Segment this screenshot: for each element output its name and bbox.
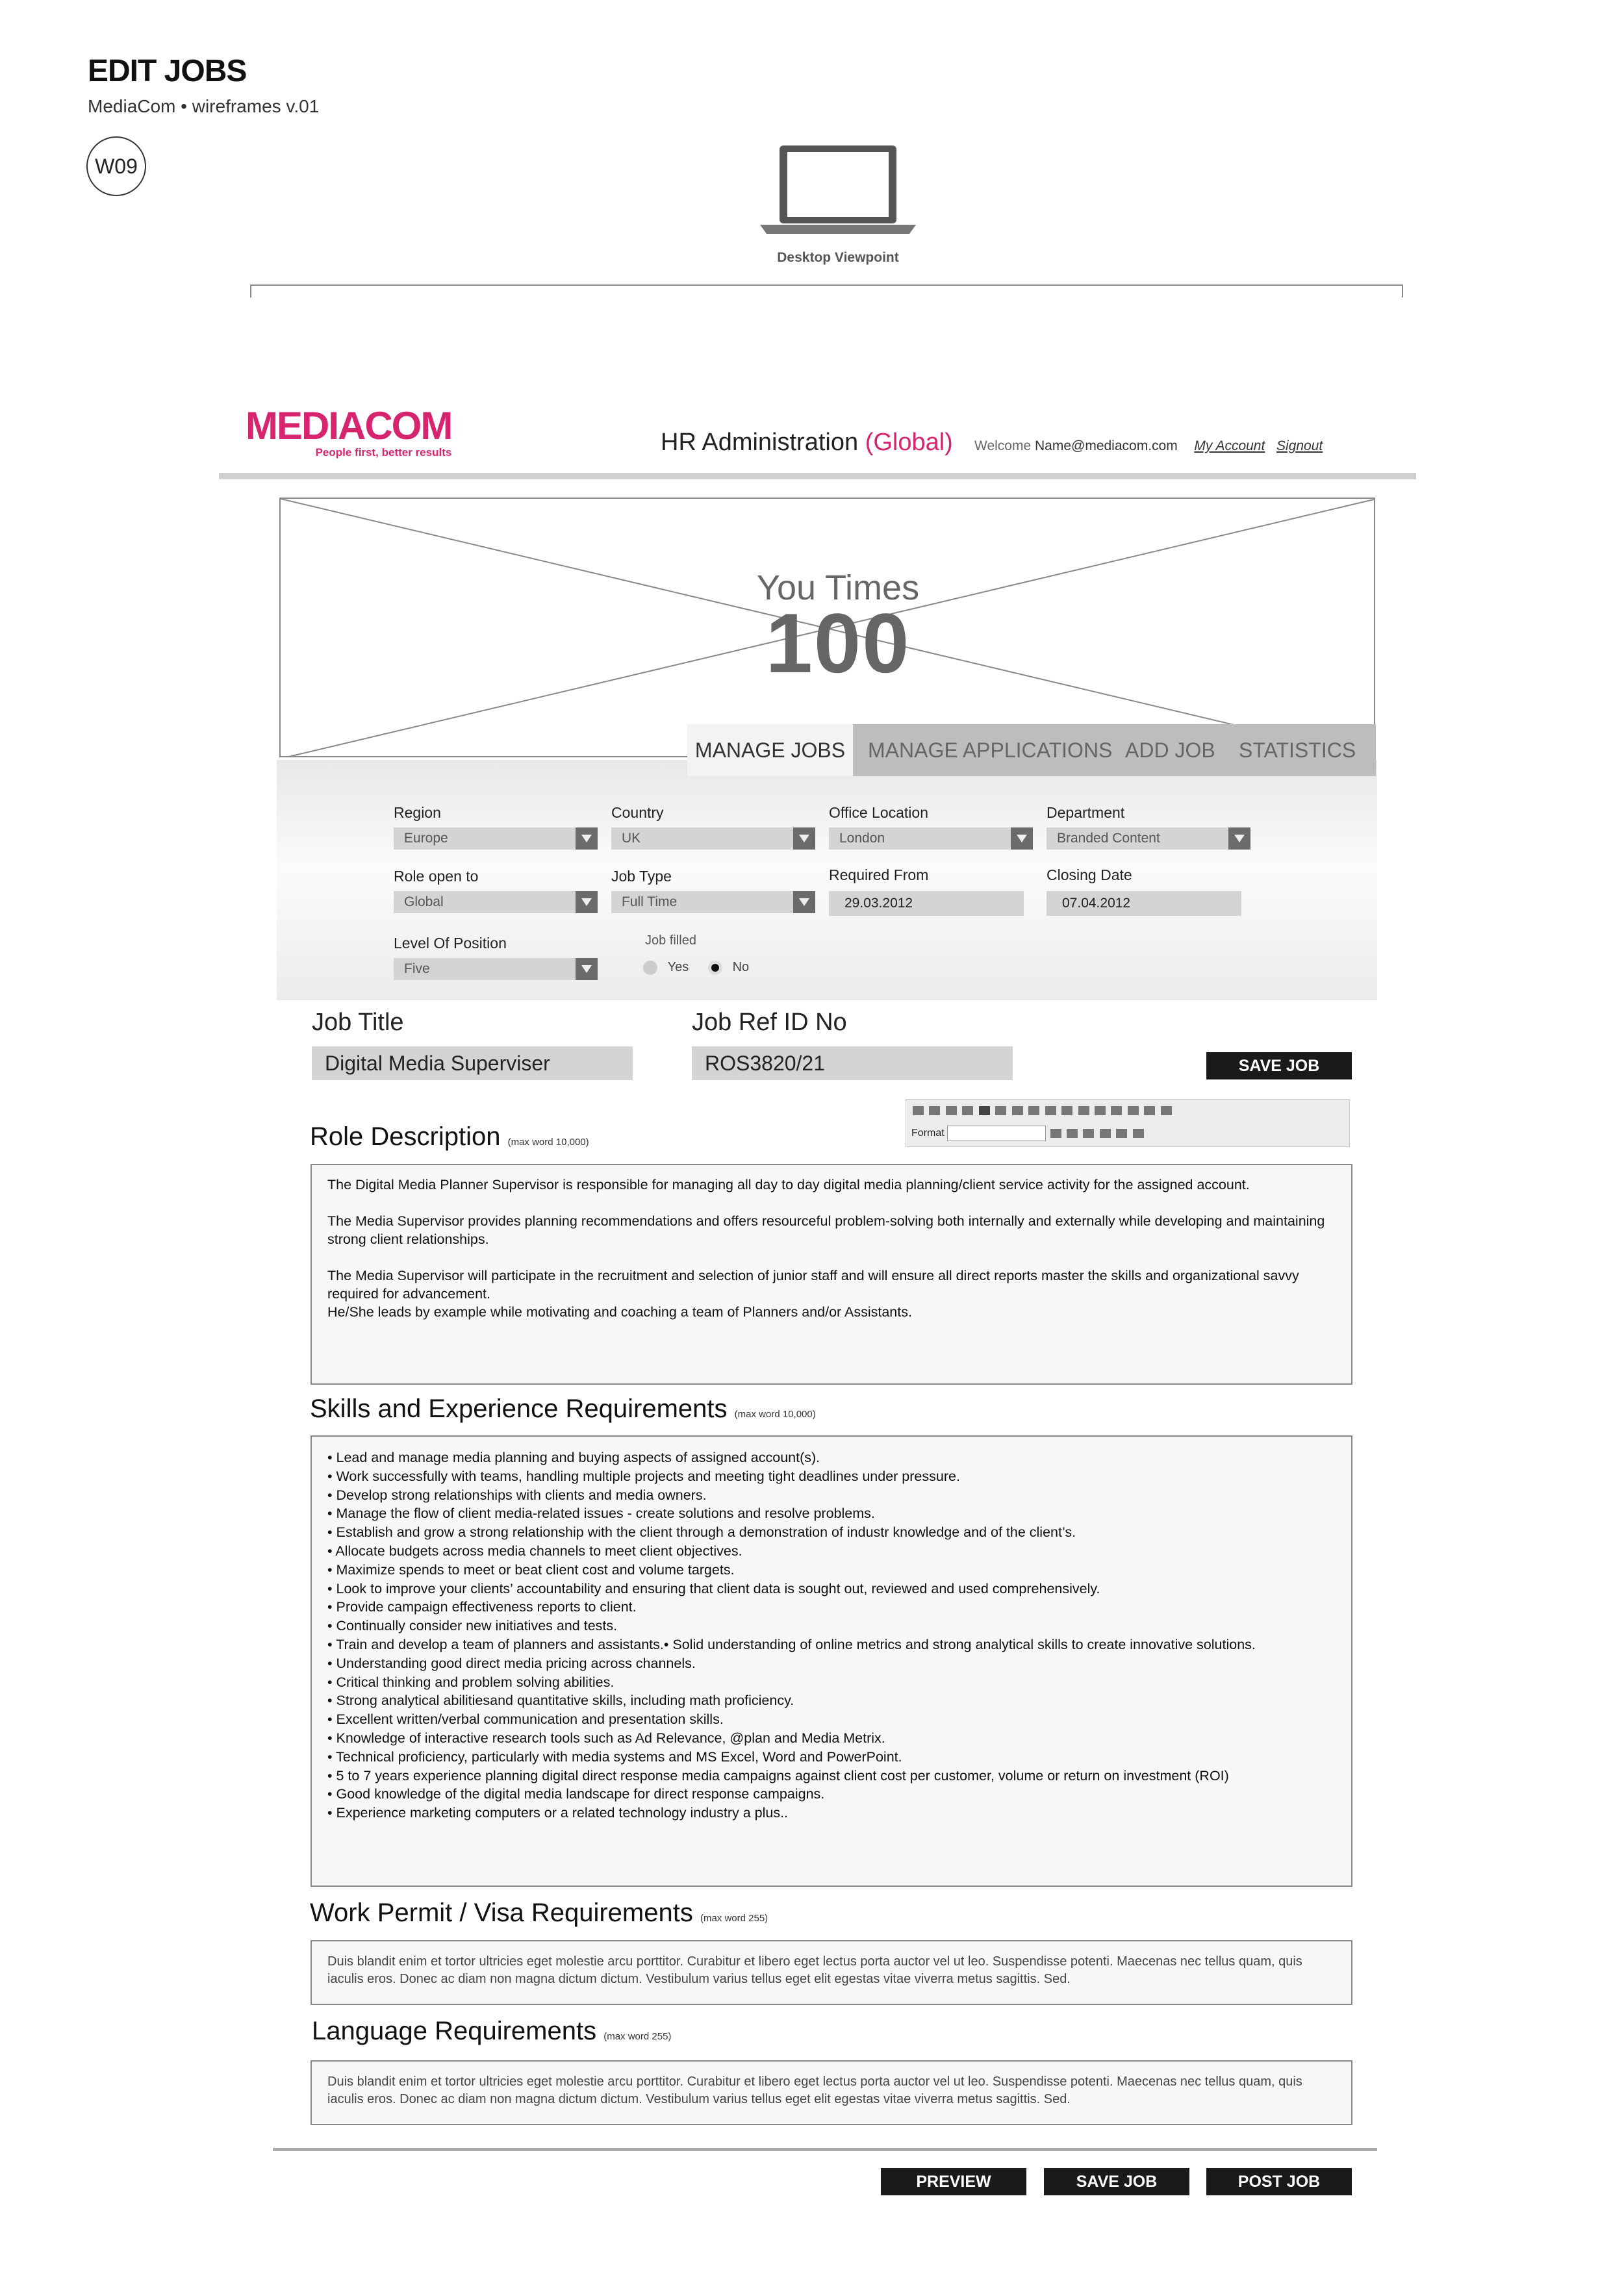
flash-icon[interactable]	[1111, 1106, 1122, 1115]
superscript-icon[interactable]	[1100, 1129, 1111, 1138]
chevron-down-icon	[576, 958, 598, 980]
subscript-icon[interactable]	[1083, 1129, 1094, 1138]
chevron-down-icon	[1011, 827, 1033, 850]
preview-button[interactable]: PREVIEW	[881, 2168, 1026, 2195]
chevron-down-icon	[1228, 827, 1250, 850]
job-ref-label: Job Ref ID No	[692, 1009, 847, 1036]
chevron-down-icon	[576, 891, 598, 913]
app-scope: (Global)	[865, 429, 953, 456]
link-icon[interactable]	[1045, 1106, 1056, 1115]
horizontal-rule-icon[interactable]	[1144, 1106, 1155, 1115]
laptop-icon	[759, 144, 917, 235]
tab-manage-applications[interactable]: MANAGE APPLICATIONS	[868, 738, 1113, 762]
closing-date-input[interactable]: 07.04.2012	[1047, 891, 1241, 916]
radio-selected-icon	[708, 961, 722, 975]
toolbar-row-2	[911, 1126, 1145, 1141]
chevron-down-icon	[793, 827, 815, 850]
user-email: Name@mediacom.com	[1034, 438, 1178, 453]
department-select[interactable]: Branded Content	[1047, 827, 1250, 850]
viewport-bracket	[250, 284, 1403, 297]
work-permit-textarea[interactable]: Duis blandit enim et tortor ultricies eget molestie arcu porttitor. Curabitur et libero eget lectus porta auctor vel ut leo. Suspendisse potenti. Maecenas nec tellus quam, quis iaculis eros. Donec ac diam non magna dictum dictum. Vestibulum varius tellus eget elit egestas vitae viverra metus sagittis. Sed.	[311, 1940, 1352, 2005]
office-label: Office Location	[829, 804, 929, 821]
toolbar-row-1	[911, 1105, 1173, 1116]
role-description-title: Role Description (max word 10,000)	[310, 1122, 589, 1151]
language-title: Language Requirements (max word 255)	[312, 2017, 672, 2045]
my-account-link[interactable]: My Account	[1194, 438, 1265, 453]
region-select[interactable]: Europe	[394, 827, 598, 850]
align-left-icon[interactable]	[979, 1106, 990, 1115]
language-textarea[interactable]: Duis blandit enim et tortor ultricies eget molestie arcu porttitor. Curabitur et libero eget lectus porta auctor vel ut leo. Suspendisse potenti. Maecenas nec tellus quam, quis iaculis eros. Donec ac diam non magna dictum dictum. Vestibulum varius tellus eget elit egestas vitae viverra metus sagittis. Sed.	[311, 2060, 1352, 2125]
chevron-down-icon	[576, 827, 598, 850]
skills-title: Skills and Experience Requirements (max word 10,000)	[310, 1394, 816, 1423]
job-filled-yes[interactable]: Yes	[643, 960, 689, 975]
page-title: EDIT JOBS	[88, 54, 247, 88]
source-icon[interactable]	[1116, 1129, 1127, 1138]
footer-divider	[273, 2148, 1377, 2151]
job-filled-label: Job filled	[645, 933, 696, 948]
align-center-icon[interactable]	[995, 1106, 1006, 1115]
role-open-select[interactable]: Global	[394, 891, 598, 913]
numbered-list-icon[interactable]	[913, 1106, 924, 1115]
level-select[interactable]: Five	[394, 958, 598, 980]
tab-manage-jobs[interactable]: MANAGE JOBS	[687, 724, 853, 776]
job-type-label: Job Type	[611, 868, 672, 885]
app-title: HR Administration (Global)	[661, 429, 953, 456]
role-description-textarea[interactable]: The Digital Media Planner Supervisor is responsible for managing all day to day digital media planning/client service activity for the assigned account. The Media Supervisor provides planning recommendations and offers resourceful problem-solving both internally and externally while developing and maintaining strong client relationships. The Media Supervisor will participate in the recruitment and selection of junior staff and will ensure all direct reports master the skills and organizational savvy required for advancement. He/She leads by example while motivating and coaching a team of Planners and/or Assistants.	[311, 1164, 1352, 1385]
align-right-icon[interactable]	[1012, 1106, 1023, 1115]
work-permit-title: Work Permit / Visa Requirements (max word 255)	[310, 1899, 768, 1927]
job-ref-input[interactable]: ROS3820/21	[692, 1046, 1013, 1080]
country-select[interactable]: UK	[611, 827, 815, 850]
user-bar: Welcome Name@mediacom.com My Account Signout	[974, 438, 1323, 453]
tab-bar	[687, 724, 1376, 776]
save-job-button-top[interactable]: SAVE JOB	[1206, 1052, 1352, 1079]
special-char-icon[interactable]	[1161, 1106, 1172, 1115]
save-job-button[interactable]: SAVE JOB	[1044, 2168, 1189, 2195]
format-select[interactable]	[947, 1126, 1046, 1141]
unlink-icon[interactable]	[1061, 1106, 1072, 1115]
chevron-down-icon	[793, 891, 815, 913]
department-label: Department	[1047, 804, 1125, 821]
page-subtitle: MediaCom • wireframes v.01	[88, 96, 320, 116]
required-from-label: Required From	[829, 866, 929, 883]
radio-icon	[643, 961, 657, 975]
role-open-label: Role open to	[394, 868, 479, 885]
editor-toolbar	[906, 1099, 1350, 1147]
bullet-list-icon[interactable]	[929, 1106, 940, 1115]
bold-icon[interactable]	[1050, 1129, 1061, 1138]
hero-tagline: You Times 100	[756, 568, 920, 690]
tab-statistics[interactable]: STATISTICS	[1239, 738, 1356, 762]
job-filled-no[interactable]: No	[708, 960, 749, 975]
post-job-button[interactable]: POST JOB	[1206, 2168, 1352, 2195]
job-title-label: Job Title	[312, 1009, 404, 1036]
header-divider	[219, 473, 1416, 479]
tab-add-job[interactable]: ADD JOB	[1125, 738, 1215, 762]
job-title-input[interactable]: Digital Media Superviser	[312, 1046, 633, 1080]
italic-icon[interactable]	[1067, 1129, 1078, 1138]
signout-link[interactable]: Signout	[1276, 438, 1323, 453]
outdent-icon[interactable]	[946, 1106, 957, 1115]
country-label: Country	[611, 804, 664, 821]
wireframe-badge: W09	[86, 136, 146, 196]
table-icon[interactable]	[1128, 1106, 1139, 1115]
indent-icon[interactable]	[962, 1106, 973, 1115]
format-label: Format	[911, 1128, 945, 1139]
region-label: Region	[394, 804, 441, 821]
skills-textarea[interactable]: • Lead and manage media planning and buying aspects of assigned account(s). • Work successfully with teams, handling multiple projects and meeting tight deadlines under pressure. • Develop strong relationships with clients and media owners. • Manage the flow of client media-related issues - create solutions and resolve problems. • Establish and grow a strong relationship with the client through a demonstration of industr knowledge and of the client’s. • Allocate budgets across media channels to meet client objectives. • Maximize spends to meet or beat client cost and volume targets. • Look to improve your clients’ accountability and ensuring that client data is sought out, reviewed and used comprehensively. • Provide campaign effectiveness reports to client. • Continually consider new initiatives and tests. • Train and develop a team of planners and assistants.• Solid understanding of online metrics and strong analytical skills to create innovative solutions. • Understanding good direct media pricing across channels. • Critical thinking and problem solving abilities. • Strong analytical abilitiesand quantitative skills, including math proficiency. • Excellent written/verbal communication and presentation skills. • Knowledge of interactive research tools such as Ad Relevance, @plan and Media Metrix. • Technical proficiency, particularly with media systems and MS Excel, Word and PowerPoint. • 5 to 7 years experience planning digital direct response media campaigns against client cost per customer, volume or return on investment (ROI) • Good knowledge of the digital media landscape for direct response campaigns. • Experience marketing computers or a related technology industry a plus..	[311, 1435, 1352, 1887]
viewport-label: Desktop Viewpoint	[777, 250, 899, 265]
anchor-icon[interactable]	[1078, 1106, 1089, 1115]
closing-date-label: Closing Date	[1047, 866, 1132, 883]
job-type-select[interactable]: Full Time	[611, 891, 815, 913]
mediacom-logo[interactable]: MEDIACOM People first, better results	[246, 404, 452, 459]
level-label: Level Of Position	[394, 935, 507, 952]
office-select[interactable]: London	[829, 827, 1033, 850]
align-justify-icon[interactable]	[1028, 1106, 1039, 1115]
required-from-input[interactable]: 29.03.2012	[829, 891, 1024, 916]
eraser-icon[interactable]	[1133, 1129, 1144, 1138]
image-icon[interactable]	[1095, 1106, 1106, 1115]
